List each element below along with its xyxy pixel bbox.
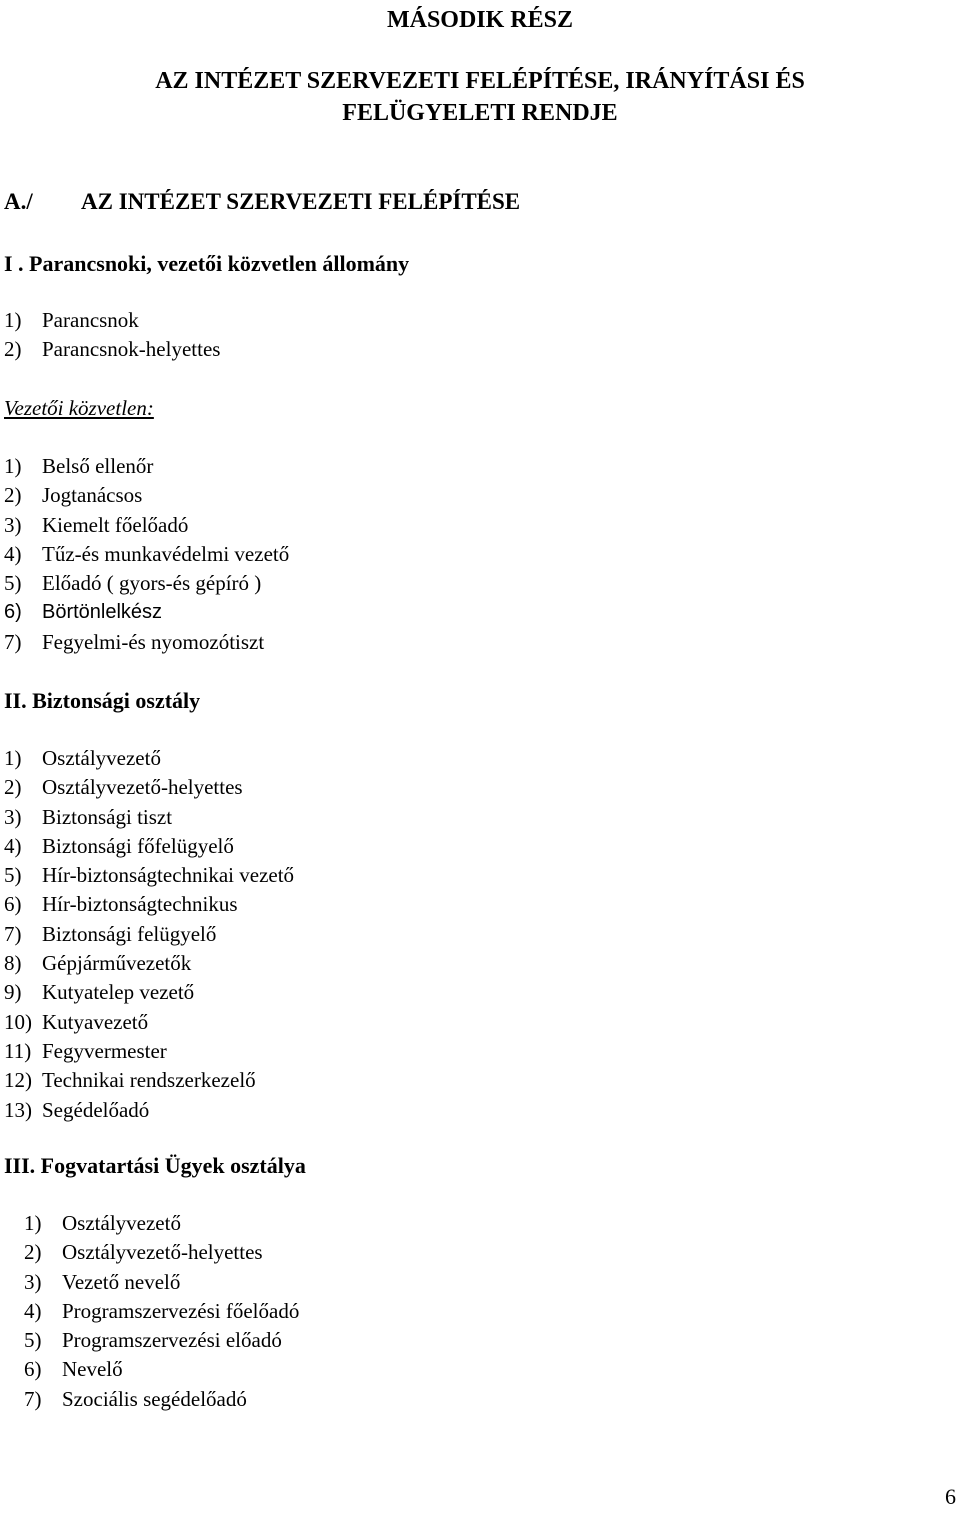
list-item-number: 2) xyxy=(4,483,22,508)
list-item-number: 11) xyxy=(4,1038,32,1063)
list-item-text: Biztonsági főfelügyelő xyxy=(42,833,234,858)
list-item-number: 3) xyxy=(24,1269,42,1294)
section1-list xyxy=(4,306,404,365)
list-item-text: Hír-biztonságtechnikus xyxy=(42,892,238,917)
section2-list xyxy=(4,744,504,1125)
list-item-number: 6) xyxy=(4,892,22,917)
list-item-number: 3) xyxy=(4,804,22,829)
list-item-number: 3) xyxy=(4,512,22,537)
list-item xyxy=(24,1209,524,1238)
list-item-text: Kiemelt főelőadó xyxy=(42,512,189,537)
list-item xyxy=(4,890,504,919)
list-item xyxy=(24,1385,524,1414)
list-item-text: Biztonsági tiszt xyxy=(42,804,173,829)
part-title: MÁSODIK RÉSZ xyxy=(386,7,574,33)
list-item-text: Programszervezési főelőadó xyxy=(62,1298,300,1323)
list-item xyxy=(4,335,404,364)
list-item xyxy=(24,1355,524,1384)
list-item-text: Jogtanácsos xyxy=(42,483,143,508)
list-item xyxy=(4,540,504,569)
list-item xyxy=(4,511,504,540)
list-item-text: Osztályvezető-helyettes xyxy=(62,1240,263,1265)
section-a-marker: A./ xyxy=(4,189,33,214)
list-item-text: Osztályvezető xyxy=(62,1211,181,1235)
list-item xyxy=(24,1238,524,1267)
list-item xyxy=(4,1008,504,1037)
list-item xyxy=(4,949,504,978)
list-item-text: Nevelő xyxy=(62,1357,123,1382)
list-item-text: Biztonsági felügyelő xyxy=(42,921,217,946)
list-item xyxy=(4,481,504,510)
main-title-line1: AZ INTÉZET SZERVEZETI FELÉPÍTÉSE, IRÁNYÍTÁSI ÉS xyxy=(155,68,805,94)
list-item-text: Fegyelmi-és nyomozótiszt xyxy=(42,629,265,654)
list-item-text: Előadó ( gyors-és gépíró ) xyxy=(42,571,262,596)
section1-subheading: Vezetői közvetlen: xyxy=(4,396,154,420)
list-item xyxy=(4,1037,504,1066)
list-item xyxy=(4,861,504,890)
list-item xyxy=(4,832,504,861)
list-item-text: Szociális segédelőadó xyxy=(62,1386,247,1411)
list-item xyxy=(4,978,504,1007)
list-item-number: 5) xyxy=(4,863,22,888)
list-item-text: Kutyavezető xyxy=(42,1009,149,1034)
list-item-number: 10) xyxy=(4,1009,32,1034)
list-item-text: Gépjárművezetők xyxy=(42,951,192,976)
section2-heading: II. Biztonsági osztály xyxy=(4,688,201,713)
list-item-text: Osztályvezető-helyettes xyxy=(42,775,243,800)
list-item-text: Tűz-és munkavédelmi vezető xyxy=(42,541,290,566)
list-item-number: 1) xyxy=(24,1211,42,1235)
section1-sub-list xyxy=(4,452,504,657)
list-item-number: 4) xyxy=(4,833,22,858)
list-item xyxy=(4,803,504,832)
list-item xyxy=(24,1268,524,1297)
list-item-number: 2) xyxy=(24,1240,42,1265)
section-a-title: AZ INTÉZET SZERVEZETI FELÉPÍTÉSE xyxy=(81,189,521,214)
list-item-number: 7) xyxy=(4,921,22,946)
list-item xyxy=(4,628,504,657)
list-item xyxy=(4,569,504,598)
list-item-number: 5) xyxy=(24,1328,42,1353)
list-item-number: 12) xyxy=(4,1068,32,1093)
list-item xyxy=(4,920,504,949)
list-item-text: Osztályvezető xyxy=(42,746,161,770)
list-item-text: Technikai rendszerkezelő xyxy=(42,1068,256,1093)
list-item xyxy=(4,773,504,802)
list-item-number: 6) xyxy=(4,601,22,624)
list-item-number: 5) xyxy=(4,571,22,596)
list-item-number: 7) xyxy=(4,629,22,654)
list-item-text: Börtönlelkész xyxy=(42,601,163,624)
list-item-text: Kutyatelep vezető xyxy=(42,980,195,1005)
list-item-number: 8) xyxy=(4,951,22,976)
list-item-text: Belső ellenőr xyxy=(42,454,154,478)
list-item-number: 9) xyxy=(4,980,22,1005)
list-item xyxy=(24,1297,524,1326)
list-item-number: 7) xyxy=(24,1386,42,1411)
list-item-number: 13) xyxy=(4,1097,32,1122)
list-item-text: Parancsnok-helyettes xyxy=(42,337,221,362)
list-item xyxy=(4,452,504,481)
list-item-number: 4) xyxy=(4,541,22,566)
main-title-line2: FELÜGYELETI RENDJE xyxy=(342,100,618,126)
list-item-text: Programszervezési előadó xyxy=(62,1328,282,1353)
list-item-text: Parancsnok xyxy=(42,308,139,332)
list-item xyxy=(4,1066,504,1095)
list-item xyxy=(4,744,504,773)
section1-heading: I . Parancsnoki, vezetői közvetlen állomány xyxy=(4,251,410,276)
list-item-number: 4) xyxy=(24,1298,42,1323)
list-item-number: 6) xyxy=(24,1357,42,1382)
list-item xyxy=(4,598,504,627)
section3-heading: III. Fogvatartási Ügyek osztálya xyxy=(4,1153,306,1178)
list-item-text: Fegyvermester xyxy=(42,1038,167,1063)
list-item xyxy=(24,1326,524,1355)
page-number: 6 xyxy=(945,1484,956,1509)
list-item-number: 1) xyxy=(4,454,22,478)
list-item-number: 1) xyxy=(4,308,22,332)
list-item-text: Hír-biztonságtechnikai vezető xyxy=(42,863,295,888)
list-item-number: 2) xyxy=(4,775,22,800)
list-item-text: Segédelőadó xyxy=(42,1097,150,1122)
section3-list xyxy=(24,1209,524,1414)
list-item-number: 2) xyxy=(4,337,22,362)
list-item-text: Vezető nevelő xyxy=(62,1269,181,1294)
list-item-number: 1) xyxy=(4,746,22,770)
list-item xyxy=(4,1096,504,1125)
list-item xyxy=(4,306,404,335)
